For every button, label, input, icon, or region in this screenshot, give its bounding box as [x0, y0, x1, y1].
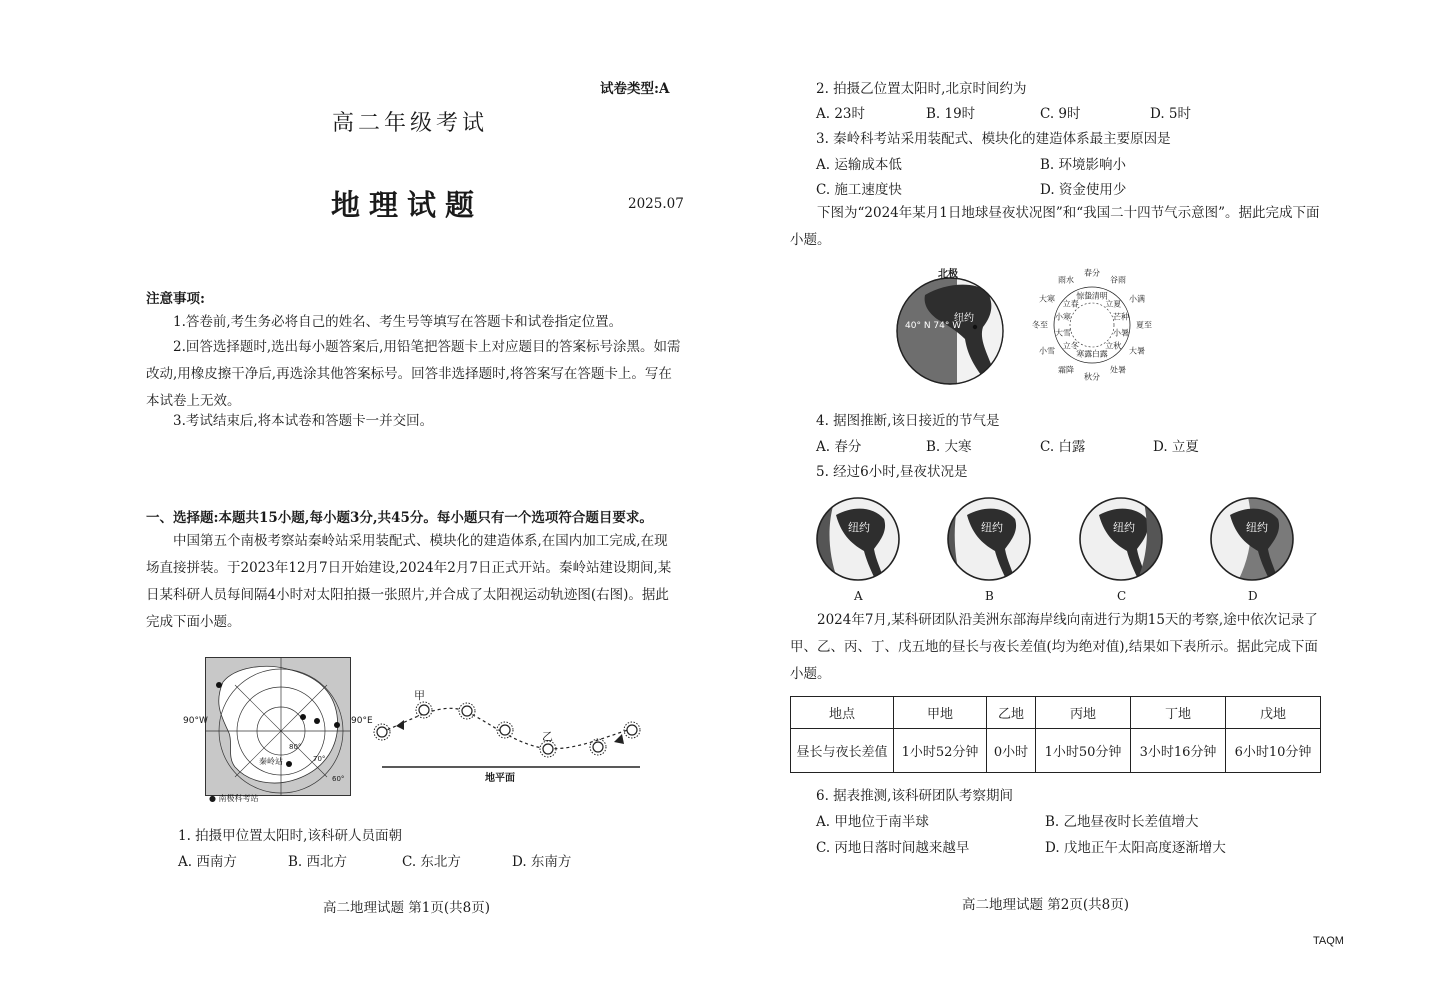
q2-option-a: A. 23时 — [816, 106, 866, 122]
q4-option-c: C. 白露 — [1040, 439, 1086, 455]
table-cell: 0小时 — [987, 729, 1036, 773]
solar-term-label: 大寒 — [1038, 294, 1055, 304]
globe-option-a — [814, 497, 902, 607]
daylength-table — [790, 696, 1321, 773]
globe-b-label: B — [985, 589, 994, 603]
globe-b-city: 纽约 — [981, 521, 1003, 534]
solar-term-label: 大暑 — [1129, 346, 1146, 356]
q3-option-c: C. 施工速度快 — [816, 182, 902, 198]
q4-option-d: D. 立夏 — [1153, 439, 1199, 455]
solar-term-label: 冬至 — [1032, 320, 1048, 330]
solar-term-label: 谷雨 — [1110, 275, 1126, 285]
solar-terms-diagram — [1020, 265, 1165, 387]
table-cell: 6小时10分钟 — [1226, 729, 1321, 773]
passage-1: 中国第五个南极考察站秦岭站采用装配式、模块化的建造体系,在国内加工完成,在现场直接拼装。于2023年12月7日开始建设,2024年2月7日正式开站。秦岭站建设期间,某日某科研人员每间隔4小时对太阳拍摄一张照片,并合成了太阳视运动轨迹图(右图)。据此完成下面小题。 — [146, 533, 672, 630]
table-header: 戊地 — [1226, 697, 1321, 729]
table-header: 甲地 — [894, 697, 987, 729]
globe-city-label: 纽约 — [954, 313, 974, 324]
globe-coords-label: 40° N 74° W — [905, 321, 962, 331]
solar-term-label: 立冬 — [1062, 341, 1079, 351]
station-label: 秦岭站 — [259, 757, 283, 766]
table-header: 乙地 — [987, 697, 1036, 729]
q3-option-a: A. 运输成本低 — [816, 157, 902, 173]
table-cell: 1小时50分钟 — [1036, 729, 1131, 773]
globe-option-b — [945, 497, 1033, 607]
solar-term-label: 秋分 — [1084, 372, 1100, 382]
q6-option-b: B. 乙地昼夜时长差值增大 — [1045, 814, 1199, 830]
passage-3: 2024年7月,某科研团队沿美洲东部海岸线向南进行为期15天的考察,途中依次记录了甲、乙、丙、丁、戊五地的昼长与夜长差值(均为绝对值),结果如下表所示。据此完成下面小题。 — [790, 612, 1318, 682]
q1-option-b: B. 西北方 — [288, 854, 348, 870]
sun-path-diagram — [372, 689, 644, 784]
solar-term-label: 清明 — [1091, 291, 1108, 301]
lon-west-label: 90°W — [183, 716, 208, 726]
exam-title: 高二年级考试 — [332, 111, 489, 136]
corner-code: TAQM — [1313, 935, 1344, 947]
solar-term-label: 雨水 — [1058, 275, 1074, 285]
page-2-footer: 高二地理试题 第2页(共8页) — [962, 897, 1130, 913]
notice-item-1: 1.答卷前,考生务必将自己的姓名、考生号等填写在答题卡和试卷指定位置。 — [173, 314, 623, 330]
section-heading: 一、选择题:本题共15小题,每小题3分,共45分。每小题只有一个选项符合题目要求。 — [146, 510, 653, 526]
horizon-label: 地平面 — [485, 773, 515, 784]
table-cell: 3小时16分钟 — [1131, 729, 1226, 773]
lon-east-label: 90°E — [351, 716, 373, 726]
table-cell: 昼长与夜长差值 — [791, 729, 894, 773]
label-yi: 乙 — [542, 730, 553, 743]
passage-2: 下图为“2024年某月1日地球昼夜状况图”和“我国二十四节气示意图”。据此完成下面小题。 — [790, 205, 1320, 248]
q6-option-c: C. 丙地日落时间越来越早 — [816, 840, 970, 856]
q1-stem: 1. 拍摄甲位置太阳时,该科研人员面朝 — [178, 828, 402, 844]
solar-term-label: 夏至 — [1136, 320, 1152, 330]
paper-type: 试卷类型:A — [600, 81, 670, 97]
q6-stem: 6. 据表推测,该科研团队考察期间 — [816, 788, 1013, 804]
solar-term-label: 立春 — [1062, 299, 1079, 309]
north-pole-label: 北极 — [938, 269, 958, 280]
antarctica-map — [205, 657, 351, 803]
globe-option-d — [1208, 497, 1296, 607]
notice-item-2: 2.回答选择题时,选出每小题答案后,用铅笔把答题卡上对应题目的答案标号涂黑。如需改动,用橡皮擦干净后,再选涂其他答案标号。回答非选择题时,将答案写在答题卡上。写在本试卷上无效。 — [146, 339, 681, 409]
solar-term-label: 处暑 — [1110, 365, 1126, 375]
globe-c-city: 纽约 — [1113, 521, 1135, 534]
solar-term-label: 大雪 — [1055, 328, 1072, 338]
globe-d-label: D — [1248, 589, 1258, 603]
lat-70-label: 70° — [313, 755, 326, 763]
solar-term-label: 小雪 — [1038, 346, 1055, 356]
table-header: 丙地 — [1036, 697, 1131, 729]
q1-option-a: A. 西南方 — [178, 854, 237, 870]
solar-term-label: 霜降 — [1058, 365, 1074, 375]
page-1-footer: 高二地理试题 第1页(共8页) — [323, 900, 491, 916]
solar-term-label: 小满 — [1129, 294, 1146, 304]
solar-term-label: 白露 — [1091, 349, 1108, 359]
globe-c-label: C — [1117, 589, 1127, 603]
exam-date: 2025.07 — [628, 196, 684, 212]
solar-term-label: 立秋 — [1105, 341, 1122, 351]
q1-option-c: C. 东北方 — [402, 854, 461, 870]
day-night-globe — [895, 265, 1005, 387]
q3-stem: 3. 秦岭科考站采用装配式、模块化的建造体系最主要原因是 — [816, 131, 1171, 147]
q6-option-a: A. 甲地位于南半球 — [816, 814, 929, 830]
globe-d-city: 纽约 — [1246, 521, 1268, 534]
q2-option-d: D. 5时 — [1150, 106, 1192, 122]
solar-term-label: 寒露 — [1076, 349, 1093, 359]
globe-a-city: 纽约 — [848, 521, 870, 534]
notice-heading: 注意事项: — [146, 291, 205, 307]
table-cell: 1小时52分钟 — [894, 729, 987, 773]
q3-option-b: B. 环境影响小 — [1040, 157, 1127, 173]
solar-term-label: 小暑 — [1112, 328, 1129, 338]
globe-option-c — [1077, 497, 1165, 607]
q3-option-d: D. 资金使用少 — [1040, 182, 1127, 198]
q2-option-c: C. 9时 — [1040, 106, 1081, 122]
notice-item-3: 3.考试结束后,将本试卷和答题卡一并交回。 — [173, 413, 434, 429]
subject-title: 地理试题 — [331, 188, 484, 222]
solar-term-label: 春分 — [1084, 268, 1100, 278]
label-jia: 甲 — [414, 689, 425, 702]
q4-stem: 4. 据图推断,该日接近的节气是 — [816, 413, 1000, 429]
q6-option-d: D. 戊地正午太阳高度逐渐增大 — [1045, 840, 1226, 856]
lat-60-label: 60° — [332, 775, 345, 783]
globe-a-label: A — [854, 589, 863, 603]
table-header: 丁地 — [1131, 697, 1226, 729]
table-header: 地点 — [791, 697, 894, 729]
lat-80-label: 80° — [289, 743, 302, 751]
q5-stem: 5. 经过6小时,昼夜状况是 — [816, 464, 968, 480]
map-legend: ● 南极科考站 — [209, 794, 259, 803]
solar-term-label: 芒种 — [1112, 312, 1129, 322]
q2-stem: 2. 拍摄乙位置太阳时,北京时间约为 — [816, 81, 1027, 97]
q4-option-b: B. 大寒 — [926, 439, 972, 455]
solar-term-label: 立夏 — [1105, 299, 1122, 309]
solar-term-label: 小寒 — [1055, 312, 1072, 322]
q4-option-a: A. 春分 — [816, 439, 862, 455]
q1-option-d: D. 东南方 — [512, 854, 572, 870]
q2-option-b: B. 19时 — [926, 106, 976, 122]
solar-term-label: 惊蛰 — [1076, 291, 1093, 301]
